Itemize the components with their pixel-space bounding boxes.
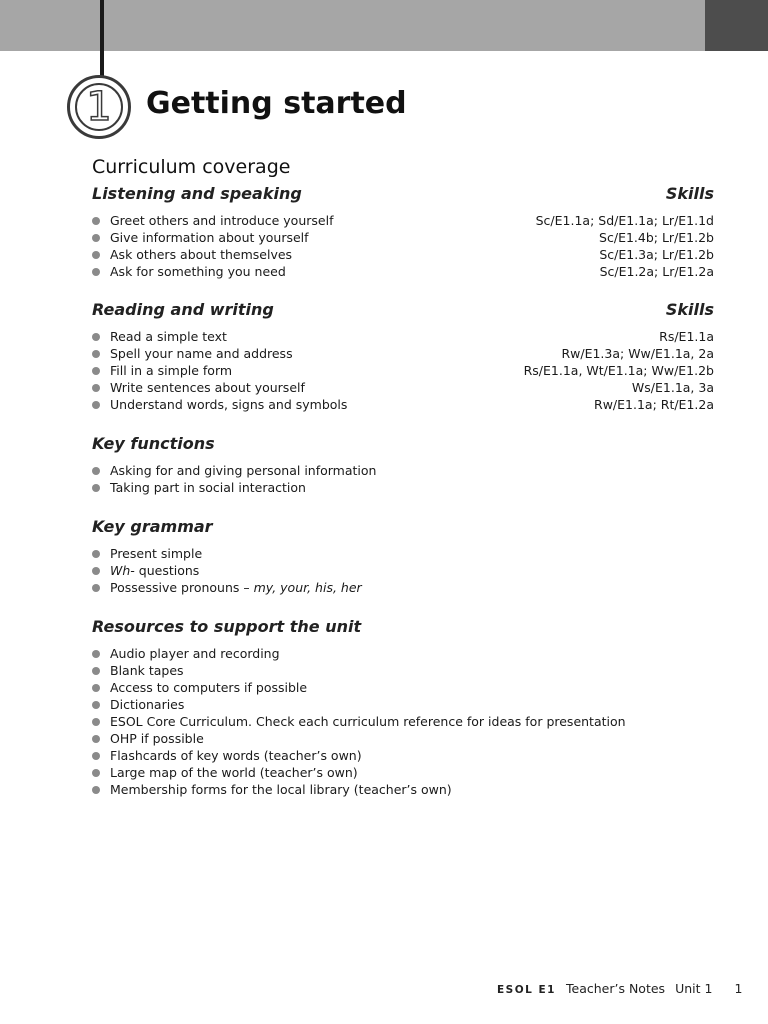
list-item [92,246,714,263]
list-item [92,764,714,781]
bullet-icon [92,584,100,592]
list-item [92,662,714,679]
skill-code: Sc/E1.3a; Lr/E1.2b [599,247,714,262]
item-text: Flashcards of key words (teacher’s own) [110,748,362,763]
bullet-icon [92,567,100,575]
bullet-icon [92,484,100,492]
bullet-icon [92,350,100,358]
item-text: Fill in a simple form [110,363,233,378]
item-text: ESOL Core Curriculum. Check each curriculum reference for ideas for presentation [110,714,626,729]
footer-unit: Unit 1 [675,981,713,996]
skill-code: Rs/E1.1a, Wt/E1.1a; Ww/E1.2b [523,363,714,378]
item-text: Blank tapes [110,663,184,678]
reading-section [92,300,714,413]
bullet-icon [92,735,100,743]
list-item [92,462,714,479]
item-text: Taking part in social interaction [110,480,306,495]
list-item [92,212,714,229]
list-item [92,345,714,362]
list-item [92,730,714,747]
list-item [92,263,714,280]
list-item [92,579,714,596]
item-text-italic: my, your, his, her [253,580,362,595]
listening-section [92,184,714,280]
page-footer [497,981,742,996]
bullet-icon [92,467,100,475]
bullet-icon [92,234,100,242]
item-text [110,562,199,579]
bullet-icon [92,786,100,794]
bullet-icon [92,384,100,392]
item-text: Membership forms for the local library (teacher’s own) [110,782,452,797]
item-text [110,579,362,596]
item-text: Audio player and recording [110,646,280,661]
list-item [92,379,714,396]
bullet-icon [92,718,100,726]
unit-number-badge [67,75,131,139]
reading-heading: Reading and writing [92,300,274,319]
skill-code: Sc/E1.4b; Lr/E1.2b [599,230,714,245]
bullet-icon [92,367,100,375]
item-text: Large map of the world (teacher’s own) [110,765,358,780]
listening-heading: Listening and speaking [92,184,302,203]
skill-code: Rw/E1.1a; Rt/E1.2a [594,397,714,412]
footer-notes: Teacher’s Notes [566,981,666,996]
list-item [92,396,714,413]
item-text: Spell your name and address [110,346,293,361]
bullet-icon [92,401,100,409]
bullet-icon [92,667,100,675]
grammar-section [92,517,714,596]
bullet-icon [92,333,100,341]
item-text-italic: Wh- [110,563,135,578]
list-item [92,696,714,713]
skill-code: Ws/E1.1a, 3a [631,380,714,395]
bullet-icon [92,752,100,760]
header-bar-corner [705,0,768,51]
item-text: Understand words, signs and symbols [110,397,348,412]
list-item [92,562,714,579]
item-text-lead: Possessive pronouns – [110,580,254,595]
bullet-icon [92,251,100,259]
skill-code: Sc/E1.1a; Sd/E1.1a; Lr/E1.1d [535,213,714,228]
skill-code: Rw/E1.3a; Ww/E1.1a, 2a [561,346,714,361]
header-bar [0,0,705,51]
unit-marker-line [100,0,104,78]
list-item [92,229,714,246]
item-text: Ask others about themselves [110,247,293,262]
item-text: Ask for something you need [110,264,286,279]
functions-heading: Key functions [92,434,215,453]
bullet-icon [92,268,100,276]
skill-code: Rs/E1.1a [659,329,714,344]
item-text: OHP if possible [110,731,204,746]
item-text: Access to computers if possible [110,680,308,695]
bullet-icon [92,650,100,658]
resources-section [92,617,714,798]
page-title: Getting started [146,86,407,121]
reading-skills-label: Skills [665,300,714,319]
item-text: Read a simple text [110,329,227,344]
item-text: Write sentences about yourself [110,380,305,395]
bullet-icon [92,550,100,558]
list-item [92,545,714,562]
item-text-rest: questions [134,563,200,578]
list-item [92,781,714,798]
bullet-icon [92,217,100,225]
bullet-icon [92,701,100,709]
list-item [92,747,714,764]
item-text: Give information about yourself [110,230,309,245]
list-item [92,679,714,696]
item-text: Dictionaries [110,697,185,712]
curriculum-heading: Curriculum coverage [92,156,291,178]
list-item [92,645,714,662]
item-text: Present simple [110,546,203,561]
footer-brand: ESOL E1 [497,984,556,996]
page-number: 1 [734,981,743,996]
item-text: Asking for and giving personal information [110,463,377,478]
functions-section [92,434,714,496]
bullet-icon [92,769,100,777]
listening-skills-label: Skills [665,184,714,203]
list-item [92,713,714,730]
unit-number: 1 [86,84,112,130]
list-item [92,479,714,496]
skill-code: Sc/E1.2a; Lr/E1.2a [599,264,714,279]
resources-heading: Resources to support the unit [92,617,362,636]
grammar-heading: Key grammar [92,517,213,536]
bullet-icon [92,684,100,692]
list-item [92,328,714,345]
item-text: Greet others and introduce yourself [110,213,334,228]
list-item [92,362,714,379]
